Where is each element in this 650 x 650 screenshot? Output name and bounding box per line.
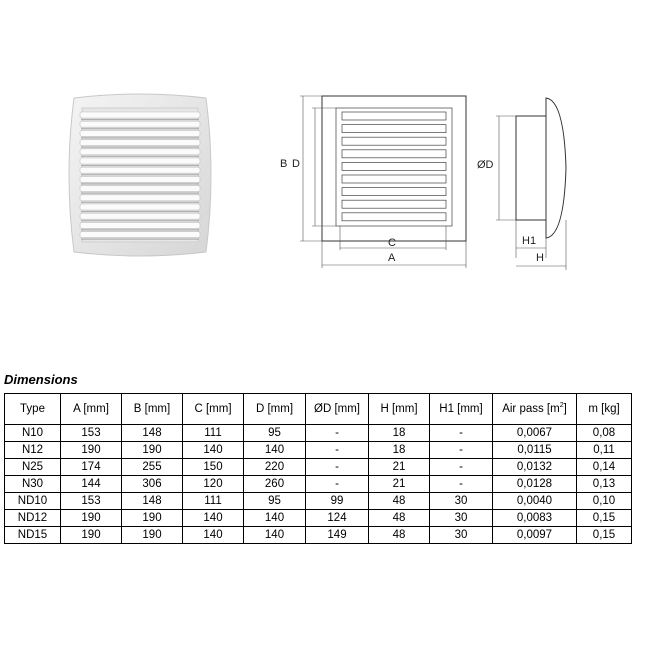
- table-cell: 48: [369, 493, 430, 510]
- table-cell: 190: [122, 442, 183, 459]
- air-pass-bracket: ]: [563, 403, 567, 415]
- table-cell: 48: [369, 510, 430, 527]
- front-view-slats: [342, 112, 446, 221]
- louver-slat: [80, 140, 200, 146]
- table-cell: 220: [244, 459, 306, 476]
- table-cell: -: [430, 459, 493, 476]
- table-cell: 120: [183, 476, 244, 493]
- louver-slat: [80, 167, 200, 173]
- air-pass-exponent: 2: [559, 402, 564, 410]
- table-row: [5, 527, 632, 544]
- louver-slat: [80, 130, 200, 136]
- table-cell: 0,0097: [493, 527, 577, 544]
- table-cell: -: [306, 442, 369, 459]
- louver-slat: [80, 176, 200, 182]
- table-cell: 0,0132: [493, 459, 577, 476]
- header-c: C [mm]: [183, 394, 244, 425]
- label-h: H: [536, 252, 544, 264]
- header-type: Type: [5, 394, 61, 425]
- table-cell: 0,10: [577, 493, 632, 510]
- table-cell: 95: [244, 425, 306, 442]
- table-cell: ND10: [5, 493, 61, 510]
- front-slat: [342, 200, 446, 208]
- table-cell: -: [430, 425, 493, 442]
- label-h1: H1: [522, 235, 537, 247]
- louver-slat: [80, 222, 200, 228]
- header-h: H [mm]: [369, 394, 430, 425]
- table-cell: 153: [61, 493, 122, 510]
- table-cell: N30: [5, 476, 61, 493]
- table-row: [5, 442, 632, 459]
- table-cell: N10: [5, 425, 61, 442]
- louver-slat: [80, 112, 200, 118]
- front-slat: [342, 213, 446, 221]
- table-cell: 140: [244, 527, 306, 544]
- front-slat: [342, 112, 446, 120]
- table-cell: 99: [306, 493, 369, 510]
- front-slat: [342, 125, 446, 133]
- label-b: B: [280, 158, 288, 170]
- header-mass: m [kg]: [577, 394, 632, 425]
- table-cell: -: [306, 476, 369, 493]
- header-h1: H1 [mm]: [430, 394, 493, 425]
- label-c: C: [388, 237, 396, 249]
- louver-slat: [80, 232, 200, 238]
- table-cell: -: [306, 425, 369, 442]
- table-cell: 0,0128: [493, 476, 577, 493]
- table-cell: 190: [61, 442, 122, 459]
- label-d: D: [292, 158, 300, 170]
- table-row: [5, 493, 632, 510]
- louver-slat: [80, 158, 200, 164]
- table-cell: 124: [306, 510, 369, 527]
- louver-slat: [80, 121, 200, 127]
- table-cell: 30: [430, 510, 493, 527]
- table-cell: 190: [122, 527, 183, 544]
- louver-slat: [80, 186, 200, 192]
- table-cell: 190: [122, 510, 183, 527]
- header-diameter-d: ØD [mm]: [306, 394, 369, 425]
- table-cell: 190: [61, 510, 122, 527]
- table-cell: ND15: [5, 527, 61, 544]
- table-cell: 18: [369, 442, 430, 459]
- table-cell: 30: [430, 527, 493, 544]
- louver-slat: [80, 204, 200, 210]
- front-slat: [342, 162, 446, 170]
- technical-drawing: [270, 80, 590, 280]
- table-cell: 0,0083: [493, 510, 577, 527]
- table-cell: -: [430, 442, 493, 459]
- dimensions-table: [4, 393, 632, 544]
- table-cell: 255: [122, 459, 183, 476]
- table-cell: 153: [61, 425, 122, 442]
- table-cell: -: [306, 459, 369, 476]
- table-cell: 144: [61, 476, 122, 493]
- header-b: B [mm]: [122, 394, 183, 425]
- front-slat: [342, 137, 446, 145]
- table-cell: 0,0067: [493, 425, 577, 442]
- table-cell: 0,08: [577, 425, 632, 442]
- table-cell: 0,0040: [493, 493, 577, 510]
- table-cell: 190: [61, 527, 122, 544]
- table-cell: N25: [5, 459, 61, 476]
- table-cell: 140: [244, 442, 306, 459]
- louver-slat: [80, 149, 200, 155]
- table-cell: 21: [369, 459, 430, 476]
- table-cell: 111: [183, 425, 244, 442]
- table-cell: 140: [183, 442, 244, 459]
- dimensions-title: Dimensions: [4, 372, 78, 387]
- table-cell: 149: [306, 527, 369, 544]
- table-cell: 21: [369, 476, 430, 493]
- label-diameter-d: ØD: [477, 159, 494, 171]
- table-cell: 174: [61, 459, 122, 476]
- table-cell: 18: [369, 425, 430, 442]
- table-cell: 140: [244, 510, 306, 527]
- table-cell: -: [430, 476, 493, 493]
- product-photo: [60, 90, 220, 260]
- table-cell: ND12: [5, 510, 61, 527]
- table-cell: 0,0115: [493, 442, 577, 459]
- header-d: D [mm]: [244, 394, 306, 425]
- table-row: [5, 459, 632, 476]
- front-slat: [342, 175, 446, 183]
- table-cell: 48: [369, 527, 430, 544]
- table-cell: 148: [122, 425, 183, 442]
- label-a: A: [388, 252, 396, 264]
- louver-slat: [80, 213, 200, 219]
- front-slat: [342, 150, 446, 158]
- table-cell: 140: [183, 527, 244, 544]
- table-cell: 0,15: [577, 510, 632, 527]
- table-cell: 306: [122, 476, 183, 493]
- header-a: A [mm]: [61, 394, 122, 425]
- table-cell: 0,13: [577, 476, 632, 493]
- air-pass-label: Air pass [m: [502, 403, 560, 415]
- table-cell: 150: [183, 459, 244, 476]
- table-cell: 148: [122, 493, 183, 510]
- header-air-pass: [493, 394, 577, 425]
- table-header-row: [5, 394, 632, 425]
- table-row: [5, 510, 632, 527]
- table-cell: 140: [183, 510, 244, 527]
- table-cell: 111: [183, 493, 244, 510]
- table-cell: 30: [430, 493, 493, 510]
- table-cell: 0,14: [577, 459, 632, 476]
- table-row: [5, 476, 632, 493]
- table-row: [5, 425, 632, 442]
- louver-slat: [80, 195, 200, 201]
- table-cell: N12: [5, 442, 61, 459]
- front-slat: [342, 188, 446, 196]
- table-cell: 260: [244, 476, 306, 493]
- table-cell: 0,15: [577, 527, 632, 544]
- table-cell: 95: [244, 493, 306, 510]
- table-cell: 0,11: [577, 442, 632, 459]
